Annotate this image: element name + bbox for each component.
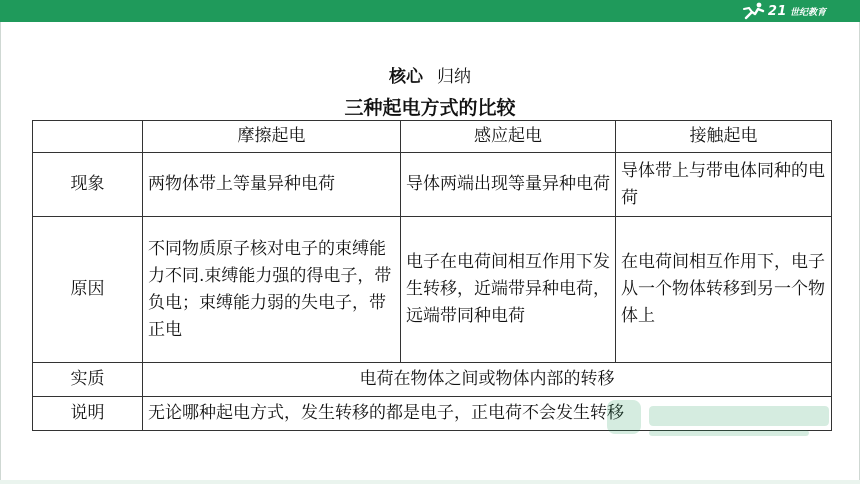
row-label-cause: 原因 (33, 217, 143, 363)
table-title: 三种起电方式的比较 (344, 97, 516, 119)
table-row (33, 217, 832, 363)
frame-left-border (0, 22, 1, 484)
top-banner (0, 0, 860, 22)
cell-phenomenon-friction: 两物体带上等量异种电荷 (143, 153, 401, 217)
table-row (33, 153, 832, 217)
heading-main: 核心 (389, 67, 423, 87)
heading-sub: 归纳 (437, 67, 471, 87)
table-header-row (33, 121, 832, 153)
header-induction: 感应起电 (401, 121, 616, 153)
row-label-phenomenon: 现象 (33, 153, 143, 217)
cell-cause-friction: 不同物质原子核对电子的束缚能力不同.束缚能力强的得电子，带负电；束缚能力弱的失电子，带正电 (143, 217, 401, 363)
section-heading (0, 62, 860, 87)
brand-logo (742, 1, 826, 21)
table-row (33, 397, 832, 431)
cell-cause-induction: 电子在电荷间相互作用下发生转移，近端带异种电荷，远端带同种电荷 (401, 217, 616, 363)
cell-cause-contact: 在电荷间相互作用下，电子从一个物体转移到另一个物体上 (616, 217, 832, 363)
header-friction: 摩擦起电 (143, 121, 401, 153)
cell-essence: 电荷在物体之间或物体内部的转移 (143, 363, 832, 397)
cell-phenomenon-induction: 导体两端出现等量异种电荷 (401, 153, 616, 217)
table-row (33, 363, 832, 397)
comparison-table (32, 120, 832, 431)
cell-phenomenon-contact: 导体带上与带电体同种的电荷 (616, 153, 832, 217)
logo-subtext: 世纪教育 (789, 7, 826, 18)
row-label-essence: 实质 (33, 363, 143, 397)
runner-icon (742, 2, 766, 20)
bottom-band (0, 480, 860, 484)
cell-note: 无论哪种起电方式，发生转移的都是电子，正电荷不会发生转移 (143, 397, 832, 431)
logo-text: 21 (767, 3, 787, 19)
header-corner (33, 121, 143, 153)
row-label-note: 说明 (33, 397, 143, 431)
header-contact: 接触起电 (616, 121, 832, 153)
